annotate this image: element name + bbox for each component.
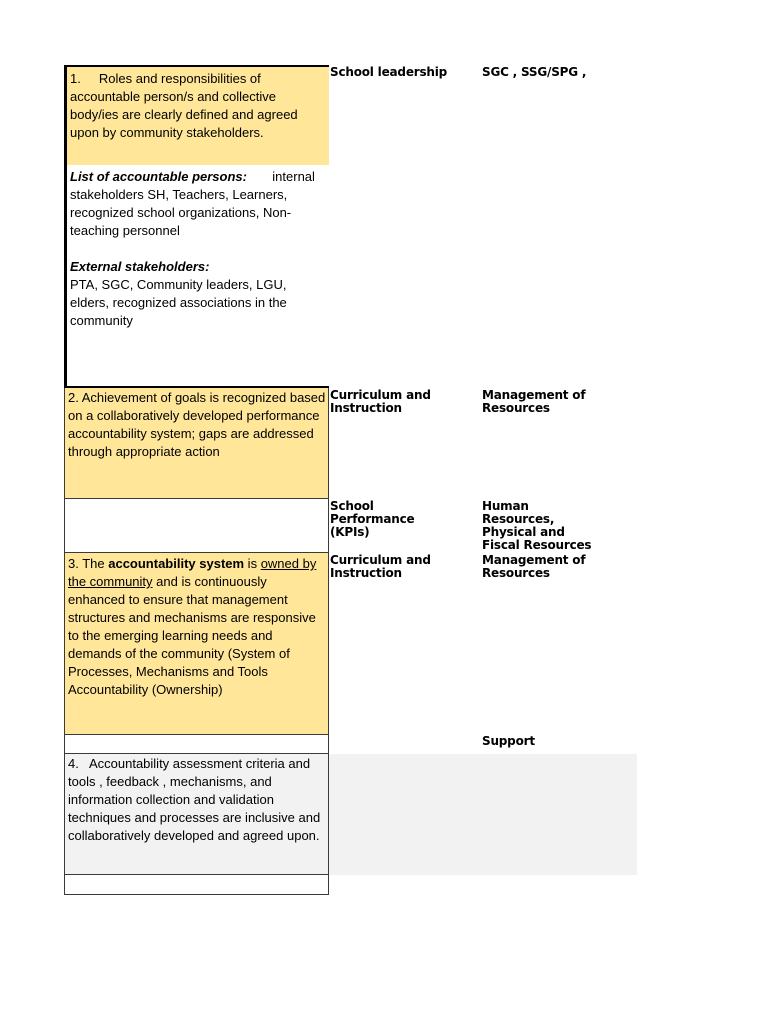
row1-indicator-cell [64,65,329,165]
row2-indicator-cell [64,388,329,499]
empty-cell-1 [64,499,329,552]
empty-cell-2 [64,734,329,754]
row3-indicator-cell [64,552,329,734]
row2-tags-label: Management of Resources [482,388,586,415]
row4-text: Accountability assessment criteria and tools , feedback , mechanisms, and information collection and validation techniques and processes are inclusive and collaboratively developed and agreed upon. [68,756,321,843]
row1-area-label: School leadership [330,65,448,79]
row2-text: 2. Achievement of goals is recognized based on a collaboratively developed performance accountability system; gaps are addressed through appropriate action [68,390,326,459]
row2-area-label: Curriculum and Instruction [330,388,431,415]
kpi-tags-label: Human Resources, Physical and Fiscal Resources [482,499,592,552]
accountable-persons-text: internal stakeholders SH, Teachers, Learners, recognized school organizations, Non-teaching personnel [70,169,315,238]
external-stakeholders-text: PTA, SGC, Community leaders, LGU, elders, recognized associations in the community [70,277,287,328]
row3-prefix: 3. The [68,556,109,571]
row4-indicator-cell [64,754,329,875]
row1-number: 1. [70,71,81,86]
row1-tags-label: SGC , SSG/SPG , [482,65,587,79]
row3-tags-label: Management of Resources [482,553,586,580]
row4-number: 4. [68,756,79,771]
row3-area-label: Curriculum and Instruction [330,553,431,580]
row3-rest: and is continuously enhanced to ensure that management structures and mechanisms are responsive to the emerging learning needs and demands of the community (System of Processes, Mechanisms and Tools Accountability (Ownership) [68,574,316,697]
accountable-persons-cell [64,165,329,388]
kpi-area-label: School Performance (KPIs) [330,499,415,539]
row1-text: Roles and responsibilities of accountable person/s and collective body/ies are clearly defined and agreed upon by community stakeholders. [70,71,298,140]
row3-bold: accountability system [108,556,245,571]
row3-is: is [244,556,261,571]
row3-underlined: owned by the community [68,556,317,589]
external-stakeholders-label: External stakeholders: [70,259,210,274]
row4-grey-extension [329,754,637,875]
accountable-persons-label: List of accountable persons: [70,169,247,184]
support-label: Support [482,734,535,748]
empty-cell-3 [64,874,329,895]
